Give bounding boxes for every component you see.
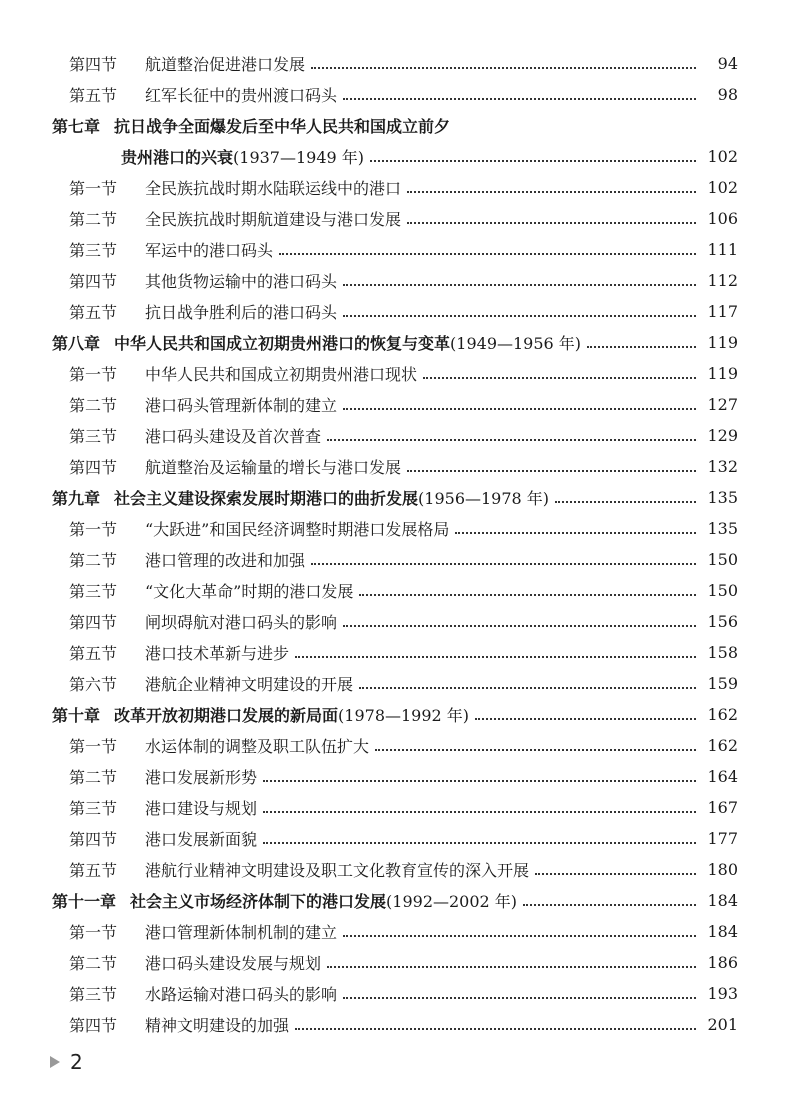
section-title: [145, 951, 321, 974]
toc-section-row: [0, 420, 790, 451]
section-title: [145, 300, 337, 323]
page-ref: 167: [707, 798, 738, 817]
toc-section-row: [0, 854, 790, 885]
section-label: 第二节: [69, 551, 118, 570]
page-ref: 135: [707, 519, 738, 538]
chapter-title: [130, 889, 517, 912]
page-number: 2: [70, 1050, 83, 1074]
title-text: “文化大革命”时期的港口发展: [145, 582, 354, 601]
toc-chapter-row: [0, 141, 790, 172]
dot-leader: [343, 624, 696, 627]
page-ref: 129: [707, 426, 738, 445]
dot-leader: [343, 97, 696, 100]
dot-leader: [587, 345, 696, 348]
title-text: 闸坝碍航对港口码头的影响: [145, 613, 338, 632]
section-title: [145, 858, 529, 881]
chapter-label: 第九章: [52, 489, 101, 508]
page-ref: 102: [707, 178, 738, 197]
dot-leader: [279, 252, 696, 255]
dot-leader: [327, 965, 696, 968]
title-text: 中华人民共和国成立初期贵州港口的恢复与变革: [114, 334, 451, 353]
dot-leader: [263, 841, 696, 844]
toc-section-row: [0, 761, 790, 792]
dot-leader: [555, 500, 696, 503]
title-text: 全民族抗战时期航道建设与港口发展: [145, 210, 402, 229]
page-ref: 112: [707, 271, 738, 290]
section-title: [145, 207, 401, 230]
section-label: 第四节: [69, 272, 118, 291]
section-title: [145, 920, 337, 943]
dot-leader: [455, 531, 696, 534]
title-text: 港口技术革新与进步: [145, 644, 290, 663]
section-label: 第五节: [69, 644, 118, 663]
page-ref: 111: [707, 240, 738, 259]
title-text: 军运中的港口码头: [145, 241, 274, 260]
dot-leader: [343, 407, 696, 410]
section-title: [145, 548, 305, 571]
chapter-years: (1978—1992 年): [338, 706, 470, 725]
dot-leader: [343, 283, 696, 286]
section-title: [145, 238, 273, 261]
toc-section-row: [0, 668, 790, 699]
chapter-label: 第十一章: [52, 892, 117, 911]
dot-leader: [311, 66, 696, 69]
section-title: [145, 362, 417, 385]
section-label: 第一节: [69, 179, 118, 198]
section-title: [145, 1013, 289, 1036]
toc-section-row: [0, 606, 790, 637]
dot-leader: [295, 1027, 696, 1030]
dot-leader: [535, 872, 696, 875]
dot-leader: [523, 903, 696, 906]
toc-section-row: [0, 172, 790, 203]
title-text: 贵州港口的兴衰: [121, 148, 234, 167]
section-label: 第四节: [69, 830, 118, 849]
section-title: [145, 672, 353, 695]
toc-chapter-row: [0, 699, 790, 730]
toc-section-row: [0, 978, 790, 1009]
toc-chapter-row: [0, 327, 790, 358]
page-ref: 159: [707, 674, 738, 693]
dot-leader: [263, 779, 696, 782]
section-label: 第三节: [69, 427, 118, 446]
page-footer: [50, 1050, 83, 1074]
section-label: 第六节: [69, 675, 118, 694]
title-text: 精神文明建设的加强: [145, 1016, 290, 1035]
section-label: 第五节: [69, 861, 118, 880]
title-text: 港口码头建设发展与规划: [145, 954, 322, 973]
toc-section-row: [0, 575, 790, 606]
page-ref: 180: [707, 860, 738, 879]
triangle-right-icon: [50, 1056, 60, 1068]
toc-section-row: [0, 947, 790, 978]
title-text: 中华人民共和国成立初期贵州港口现状: [145, 365, 418, 384]
page-ref: 135: [707, 488, 738, 507]
toc-chapter-row: [0, 885, 790, 916]
section-label: 第四节: [69, 458, 118, 477]
page-ref: 117: [707, 302, 738, 321]
dot-leader: [475, 717, 696, 720]
chapter-title: [114, 114, 450, 137]
toc-section-row: [0, 637, 790, 668]
page-ref: 119: [707, 364, 738, 383]
dot-leader: [375, 748, 696, 751]
toc-section-row: [0, 203, 790, 234]
toc-section-row: [0, 544, 790, 575]
dot-leader: [343, 996, 696, 999]
dot-leader: [343, 934, 696, 937]
title-text: 港口码头管理新体制的建立: [145, 396, 338, 415]
page-ref: 162: [707, 736, 738, 755]
toc-chapter-row: [0, 110, 790, 141]
toc-section-row: [0, 358, 790, 389]
chapter-years: (1949—1956 年): [450, 334, 582, 353]
page-ref: 164: [707, 767, 738, 786]
dot-leader: [407, 469, 696, 472]
dot-leader: [263, 810, 696, 813]
section-label: 第二节: [69, 210, 118, 229]
toc-section-row: [0, 48, 790, 79]
dot-leader: [327, 438, 696, 441]
dot-leader: [295, 655, 696, 658]
chapter-years: (1937—1949 年): [233, 148, 365, 167]
section-title: [145, 610, 337, 633]
page-ref: 132: [707, 457, 738, 476]
title-text: 水运体制的调整及职工队伍扩大: [145, 737, 370, 756]
dot-leader: [343, 314, 696, 317]
page-ref: 98: [717, 85, 738, 104]
section-title: [145, 52, 305, 75]
page-ref: 186: [707, 953, 738, 972]
toc-section-row: [0, 389, 790, 420]
title-text: 红军长征中的贵州渡口码头: [145, 86, 338, 105]
section-label: 第四节: [69, 55, 118, 74]
section-title: [145, 827, 257, 850]
section-label: 第三节: [69, 985, 118, 1004]
section-label: 第五节: [69, 303, 118, 322]
title-text: 港口管理新体制机制的建立: [145, 923, 338, 942]
section-label: 第一节: [69, 520, 118, 539]
section-label: 第二节: [69, 396, 118, 415]
section-title: [145, 796, 257, 819]
page-ref: 150: [707, 581, 738, 600]
title-text: 航道整治及运输量的增长与港口发展: [145, 458, 402, 477]
title-text: 港口管理的改进和加强: [145, 551, 306, 570]
toc-section-row: [0, 451, 790, 482]
chapter-years: (1992—2002 年): [386, 892, 518, 911]
toc-section-row: [0, 730, 790, 761]
dot-leader: [423, 376, 696, 379]
section-label: 第一节: [69, 365, 118, 384]
title-text: 水路运输对港口码头的影响: [145, 985, 338, 1004]
dot-leader: [359, 686, 696, 689]
toc-section-row: [0, 79, 790, 110]
title-text: 全民族抗战时期水陆联运线中的港口: [145, 179, 402, 198]
page-ref: 156: [707, 612, 738, 631]
title-text: 港口建设与规划: [145, 799, 258, 818]
chapter-title: [121, 145, 364, 168]
title-text: 其他货物运输中的港口码头: [145, 272, 338, 291]
section-title: [145, 734, 369, 757]
chapter-label: 第八章: [52, 334, 101, 353]
chapter-years: (1956—1978 年): [418, 489, 550, 508]
title-text: 港口码头建设及首次普查: [145, 427, 322, 446]
page-ref: 177: [707, 829, 738, 848]
section-label: 第三节: [69, 582, 118, 601]
title-text: 改革开放初期港口发展的新局面: [114, 706, 339, 725]
section-label: 第三节: [69, 799, 118, 818]
title-text: 社会主义建设探索发展时期港口的曲折发展: [114, 489, 419, 508]
dot-leader: [370, 159, 696, 162]
page-ref: 150: [707, 550, 738, 569]
section-label: 第一节: [69, 923, 118, 942]
title-text: 社会主义市场经济体制下的港口发展: [130, 892, 387, 911]
dot-leader: [311, 562, 696, 565]
toc-section-row: [0, 823, 790, 854]
section-label: 第五节: [69, 86, 118, 105]
title-text: 航道整治促进港口发展: [145, 55, 306, 74]
chapter-label: 第十章: [52, 706, 101, 725]
title-text: 港口发展新形势: [145, 768, 258, 787]
page-ref: 106: [707, 209, 738, 228]
page-ref: 127: [707, 395, 738, 414]
section-title: [145, 455, 401, 478]
section-title: [145, 424, 321, 447]
page-ref: 102: [707, 147, 738, 166]
section-title: [145, 982, 337, 1005]
chapter-title: [114, 703, 469, 726]
toc-section-row: [0, 916, 790, 947]
page-ref: 193: [707, 984, 738, 1003]
page-ref: 158: [707, 643, 738, 662]
dot-leader: [359, 593, 696, 596]
title-text: “大跃进”和国民经济调整时期港口发展格局: [145, 520, 450, 539]
page-ref: 184: [707, 922, 738, 941]
title-text: 港口发展新面貌: [145, 830, 258, 849]
toc-chapter-row: [0, 482, 790, 513]
page-ref: 201: [707, 1015, 738, 1034]
title-text: 抗日战争胜利后的港口码头: [145, 303, 338, 322]
section-label: 第二节: [69, 768, 118, 787]
title-text: 抗日战争全面爆发后至中华人民共和国成立前夕: [114, 117, 451, 136]
chapter-title: [114, 486, 549, 509]
section-label: 第四节: [69, 613, 118, 632]
chapter-label: 第七章: [52, 117, 101, 136]
title-text: 港航行业精神文明建设及职工文化教育宣传的深入开展: [145, 861, 530, 880]
section-title: [145, 269, 337, 292]
section-title: [145, 83, 337, 106]
toc-section-row: [0, 265, 790, 296]
table-of-contents: [0, 48, 790, 1040]
title-text: 港航企业精神文明建设的开展: [145, 675, 354, 694]
page-ref: 162: [707, 705, 738, 724]
section-title: [145, 176, 401, 199]
page-ref: 184: [707, 891, 738, 910]
toc-section-row: [0, 1009, 790, 1040]
section-label: 第三节: [69, 241, 118, 260]
section-label: 第四节: [69, 1016, 118, 1035]
section-title: [145, 765, 257, 788]
section-label: 第一节: [69, 737, 118, 756]
dot-leader: [407, 190, 696, 193]
page-ref: 94: [717, 54, 738, 73]
section-label: 第二节: [69, 954, 118, 973]
section-title: [145, 517, 449, 540]
toc-section-row: [0, 792, 790, 823]
dot-leader: [407, 221, 696, 224]
page-ref: 119: [707, 333, 738, 352]
toc-section-row: [0, 513, 790, 544]
section-title: [145, 579, 353, 602]
toc-section-row: [0, 296, 790, 327]
section-title: [145, 641, 289, 664]
toc-section-row: [0, 234, 790, 265]
chapter-title: [114, 331, 581, 354]
section-title: [145, 393, 337, 416]
